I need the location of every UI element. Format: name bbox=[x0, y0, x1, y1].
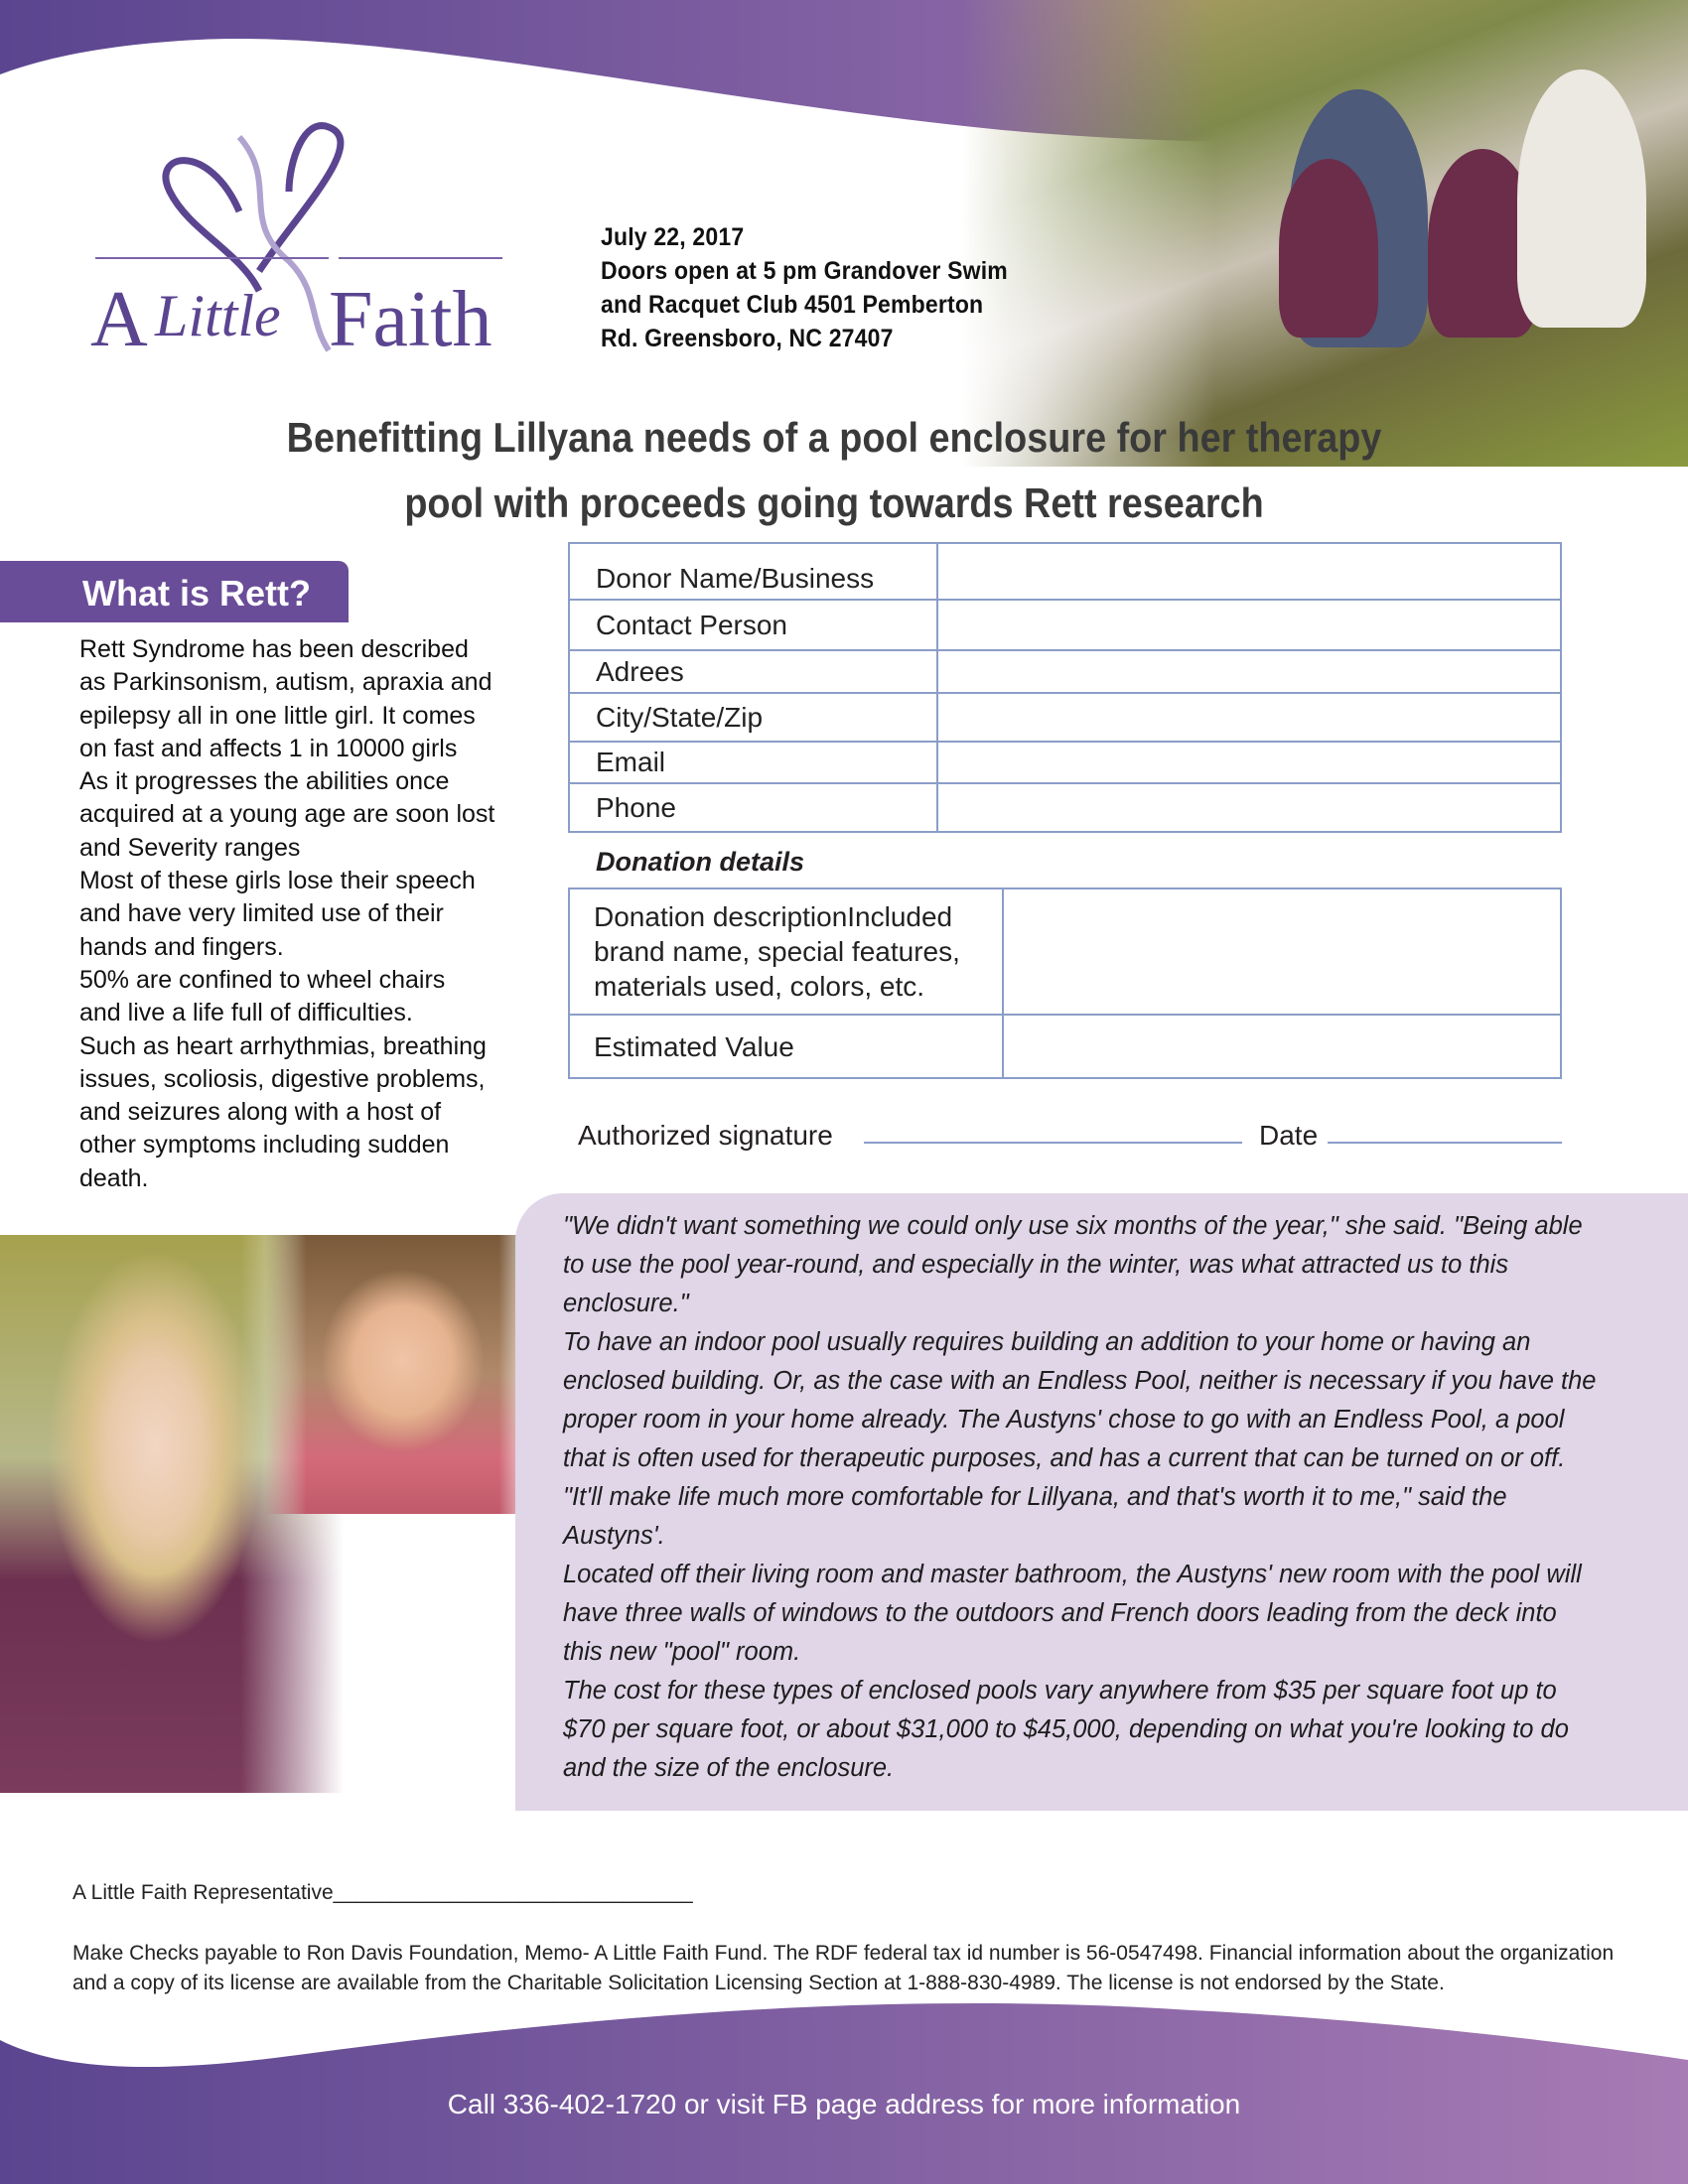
table-row bbox=[569, 888, 1561, 1015]
text-line: "It'll make life much more comfortable for Lillyana, and that's worth it to me," said the bbox=[563, 1483, 1507, 1511]
table-row bbox=[569, 783, 1561, 832]
headline-line: pool with proceeds going towards Rett research bbox=[404, 479, 1264, 526]
text-line: Rett Syndrome has been described bbox=[79, 635, 469, 663]
text-line: to use the pool year-round, and especially in the winter, was what attracted us to this bbox=[563, 1251, 1509, 1279]
email-field[interactable] bbox=[937, 742, 1561, 783]
field-label: Phone bbox=[569, 783, 937, 832]
text-line: "We didn't want something we could only use six months of the year," she said. "Being able bbox=[563, 1212, 1583, 1240]
signature-label: Authorized signature bbox=[578, 1120, 833, 1151]
donor-info-table bbox=[568, 542, 1562, 833]
text-line: and have very limited use of their bbox=[79, 899, 444, 928]
date-label: Date bbox=[1259, 1120, 1319, 1151]
donation-description-field[interactable] bbox=[1003, 888, 1561, 1015]
address-field[interactable] bbox=[937, 650, 1561, 693]
text-line: The cost for these types of enclosed pools vary anywhere from $35 per square foot up to bbox=[563, 1677, 1557, 1705]
headline-line: Benefitting Lillyana needs of a pool enclosure for her therapy bbox=[286, 414, 1382, 461]
text-line: Such as heart arrhythmias, breathing bbox=[79, 1031, 487, 1060]
text-line: acquired at a young age are soon lost bbox=[79, 800, 495, 829]
donor-name-field[interactable] bbox=[937, 543, 1561, 600]
text-line: and Severity ranges bbox=[79, 833, 301, 862]
text-line: Located off their living room and master bathroom, the Austyns' new room with the pool will bbox=[563, 1561, 1582, 1588]
phone-field[interactable] bbox=[937, 783, 1561, 832]
text-line: enclosed building. Or, as the case with an Endless Pool, neither is necessary if you have the bbox=[563, 1367, 1597, 1395]
date-line[interactable] bbox=[1328, 1142, 1562, 1144]
text-line: enclosure." bbox=[563, 1290, 689, 1317]
text-line: on fast and affects 1 in 10000 girls bbox=[79, 734, 458, 762]
fine-print: Make Checks payable to Ron Davis Foundation, Memo- A Little Faith Fund. The RDF federal tax id number is 56-0547498. Financial information about the organization and a copy of its license are available from the Charitable Solicitation Licensing Section at 1-888-830-4989. The license is not endorsed by the State. bbox=[72, 1942, 1615, 1994]
event-line: Rd. Greensboro, NC 27407 bbox=[601, 325, 894, 352]
family-photo bbox=[961, 0, 1688, 467]
field-label: Estimated Value bbox=[569, 1015, 1003, 1078]
what-is-rett-heading: What is Rett? bbox=[0, 561, 349, 622]
representative-line: A Little Faith Representative_______________________________ bbox=[72, 1881, 693, 1904]
text-line: and live a life full of difficulties. bbox=[79, 999, 413, 1027]
table-row bbox=[569, 742, 1561, 783]
text-line: this new "pool" room. bbox=[563, 1638, 801, 1666]
text-line: as Parkinsonism, autism, apraxia and bbox=[79, 668, 492, 697]
contact-person-field[interactable] bbox=[937, 600, 1561, 650]
a-little-faith-logo bbox=[90, 122, 507, 360]
text-line: Austyns'. bbox=[563, 1522, 665, 1550]
call-to-action: Call 336-402-1720 or visit FB page address for more information bbox=[447, 2089, 1241, 2119]
text-line: death. bbox=[79, 1163, 149, 1192]
table-row bbox=[569, 543, 1561, 600]
text-line: other symptoms including sudden bbox=[79, 1131, 450, 1160]
text-line: that is often used for therapeutic purposes, and has a current that can be turned on or off. bbox=[563, 1444, 1566, 1472]
girl-with-tiara-photo bbox=[265, 1235, 540, 1514]
city-state-zip-field[interactable] bbox=[937, 693, 1561, 742]
field-label: Email bbox=[569, 742, 937, 783]
text-line: epilepsy all in one little girl. It comes bbox=[79, 701, 476, 730]
field-label: Adrees bbox=[569, 650, 937, 693]
field-label: Contact Person bbox=[569, 600, 937, 650]
text-line: As it progresses the abilities once bbox=[79, 767, 450, 796]
table-row bbox=[569, 1015, 1561, 1078]
text-line: proper room in your home already. The Austyns' chose to go with an Endless Pool, a pool bbox=[563, 1406, 1565, 1433]
svg-text:A: A bbox=[90, 276, 148, 360]
event-line: and Racquet Club 4501 Pemberton bbox=[601, 291, 984, 319]
field-label: City/State/Zip bbox=[569, 693, 937, 742]
event-date: July 22, 2017 bbox=[601, 223, 745, 251]
table-row bbox=[569, 650, 1561, 693]
text-line: issues, scoliosis, digestive problems, bbox=[79, 1064, 486, 1093]
table-row bbox=[569, 600, 1561, 650]
text-line: 50% are confined to wheel chairs bbox=[79, 965, 446, 994]
text-line: and the size of the enclosure. bbox=[563, 1754, 895, 1782]
donation-details-table bbox=[568, 887, 1562, 1079]
donation-details-heading: Donation details bbox=[596, 847, 805, 877]
estimated-value-field[interactable] bbox=[1003, 1015, 1561, 1078]
text-line: hands and fingers. bbox=[79, 932, 284, 961]
field-label: Donor Name/Business bbox=[569, 543, 937, 600]
text-line: $70 per square foot, or about $31,000 to $45,000, depending on what you're looking to do bbox=[563, 1715, 1569, 1743]
headline bbox=[191, 405, 1477, 536]
signature-line[interactable] bbox=[864, 1142, 1242, 1144]
table-row bbox=[569, 693, 1561, 742]
rett-description bbox=[79, 633, 521, 1195]
event-line: Doors open at 5 pm Grandover Swim bbox=[601, 257, 1008, 285]
svg-text:Little: Little bbox=[155, 283, 281, 348]
text-line: and seizures along with a host of bbox=[79, 1098, 442, 1127]
text-line: To have an indoor pool usually requires building an addition to your home or having an bbox=[563, 1328, 1531, 1356]
field-label: Donation descriptionIncluded brand name, special features, materials used, colors, etc. bbox=[569, 888, 1003, 1015]
event-details bbox=[601, 220, 1008, 355]
text-line: have three walls of windows to the outdoors and French doors leading from the deck into bbox=[563, 1599, 1557, 1627]
quote-box bbox=[515, 1193, 1688, 1811]
svg-text:Faith: Faith bbox=[329, 276, 492, 360]
text-line: Most of these girls lose their speech bbox=[79, 867, 476, 895]
